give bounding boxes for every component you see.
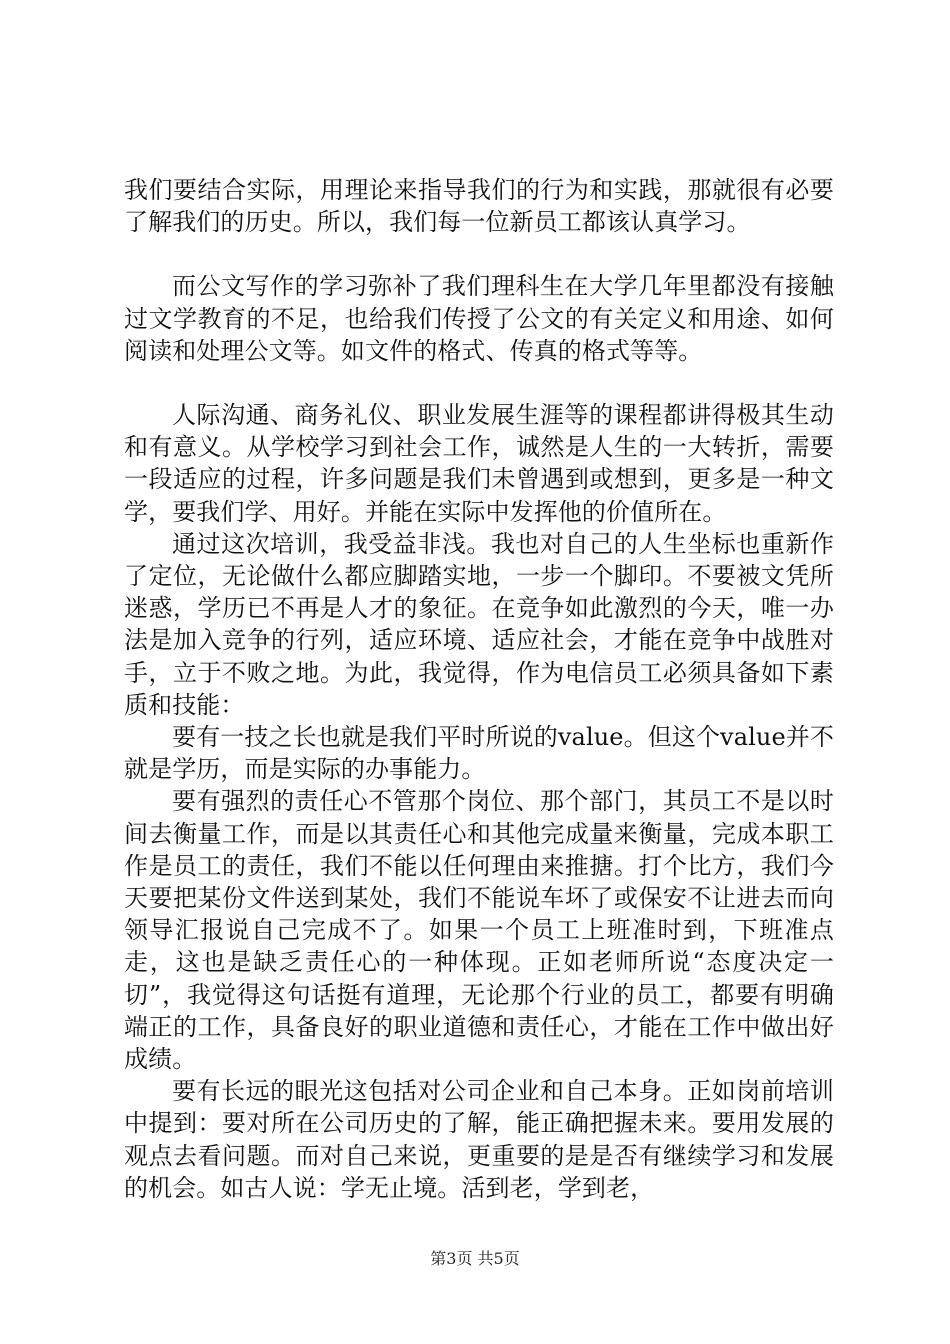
paragraph-2: 而公文写作的学习弥补了我们理科生在大学几年里都没有接触过文学教育的不足，也给我们传授了公文的有关定义和用途、如何阅读和处理公文等。如文件的格式、传真的格式等等。 xyxy=(124,272,834,365)
page-footer xyxy=(0,1246,950,1269)
document-body xyxy=(124,174,834,1204)
paragraph-4: 通过这次培训，我受益非浅。我也对自己的人生坐标也重新作了定位，无论做什么都应脚踏实地，一步一个脚印。不要被文凭所迷惑，学历已不再是人才的象征。在竞争如此激烈的今天，唯一办法是加入竞争的行列，适应环境、适应社会，才能在竞争中战胜对手，立于不败之地。为此，我觉得，作为电信员工必须具备如下素质和技能： xyxy=(124,529,834,719)
paragraph-1: 我们要结合实际，用理论来指导我们的行为和实践，那就很有必要了解我们的历史。所以，我们每一位新员工都该认真学习。 xyxy=(124,176,834,237)
page-number-label: 第3页 共5页 xyxy=(430,1249,520,1268)
paragraph-7: 要有长远的眼光这包括对公司企业和自己本身。正如岗前培训中提到：要对所在公司历史的了解，能正确把握未来。要用发展的观点去看问题。而对自己来说，更重要的是是否有继续学习和发展的机会。如古人说：学无止境。活到老，学到老， xyxy=(124,1077,834,1202)
paragraph-5: 要有一技之长也就是我们平时所说的value。但这个value并不就是学历，而是实际的办事能力。 xyxy=(124,723,834,784)
paragraph-3: 人际沟通、商务礼仪、职业发展生涯等的课程都讲得极其生动和有意义。从学校学习到社会工作，诚然是人生的一大转折，需要一段适应的过程，许多问题是我们未曾遇到或想到，更多是一种文学，要我们学、用好。并能在实际中发挥他的价值所在。 xyxy=(124,401,834,526)
paragraph-6: 要有强烈的责任心不管那个岗位、那个部门，其员工不是以时间去衡量工作，而是以其责任心和其他完成量来衡量，完成本职工作是员工的责任，我们不能以任何理由来推搪。打个比方，我们今天要把某份文件送到某处，我们不能说车坏了或保安不让进去而向领导汇报说自己完成不了。如果一个员工上班准时到，下班准点走，这也是缺乏责任心的一种体现。正如老师所说“态度决定一切”，我觉得这句话挺有道理，无论那个行业的员工，都要有明确端正的工作，具备良好的职业道德和责任心，才能在工作中做出好成绩。 xyxy=(124,787,834,1074)
